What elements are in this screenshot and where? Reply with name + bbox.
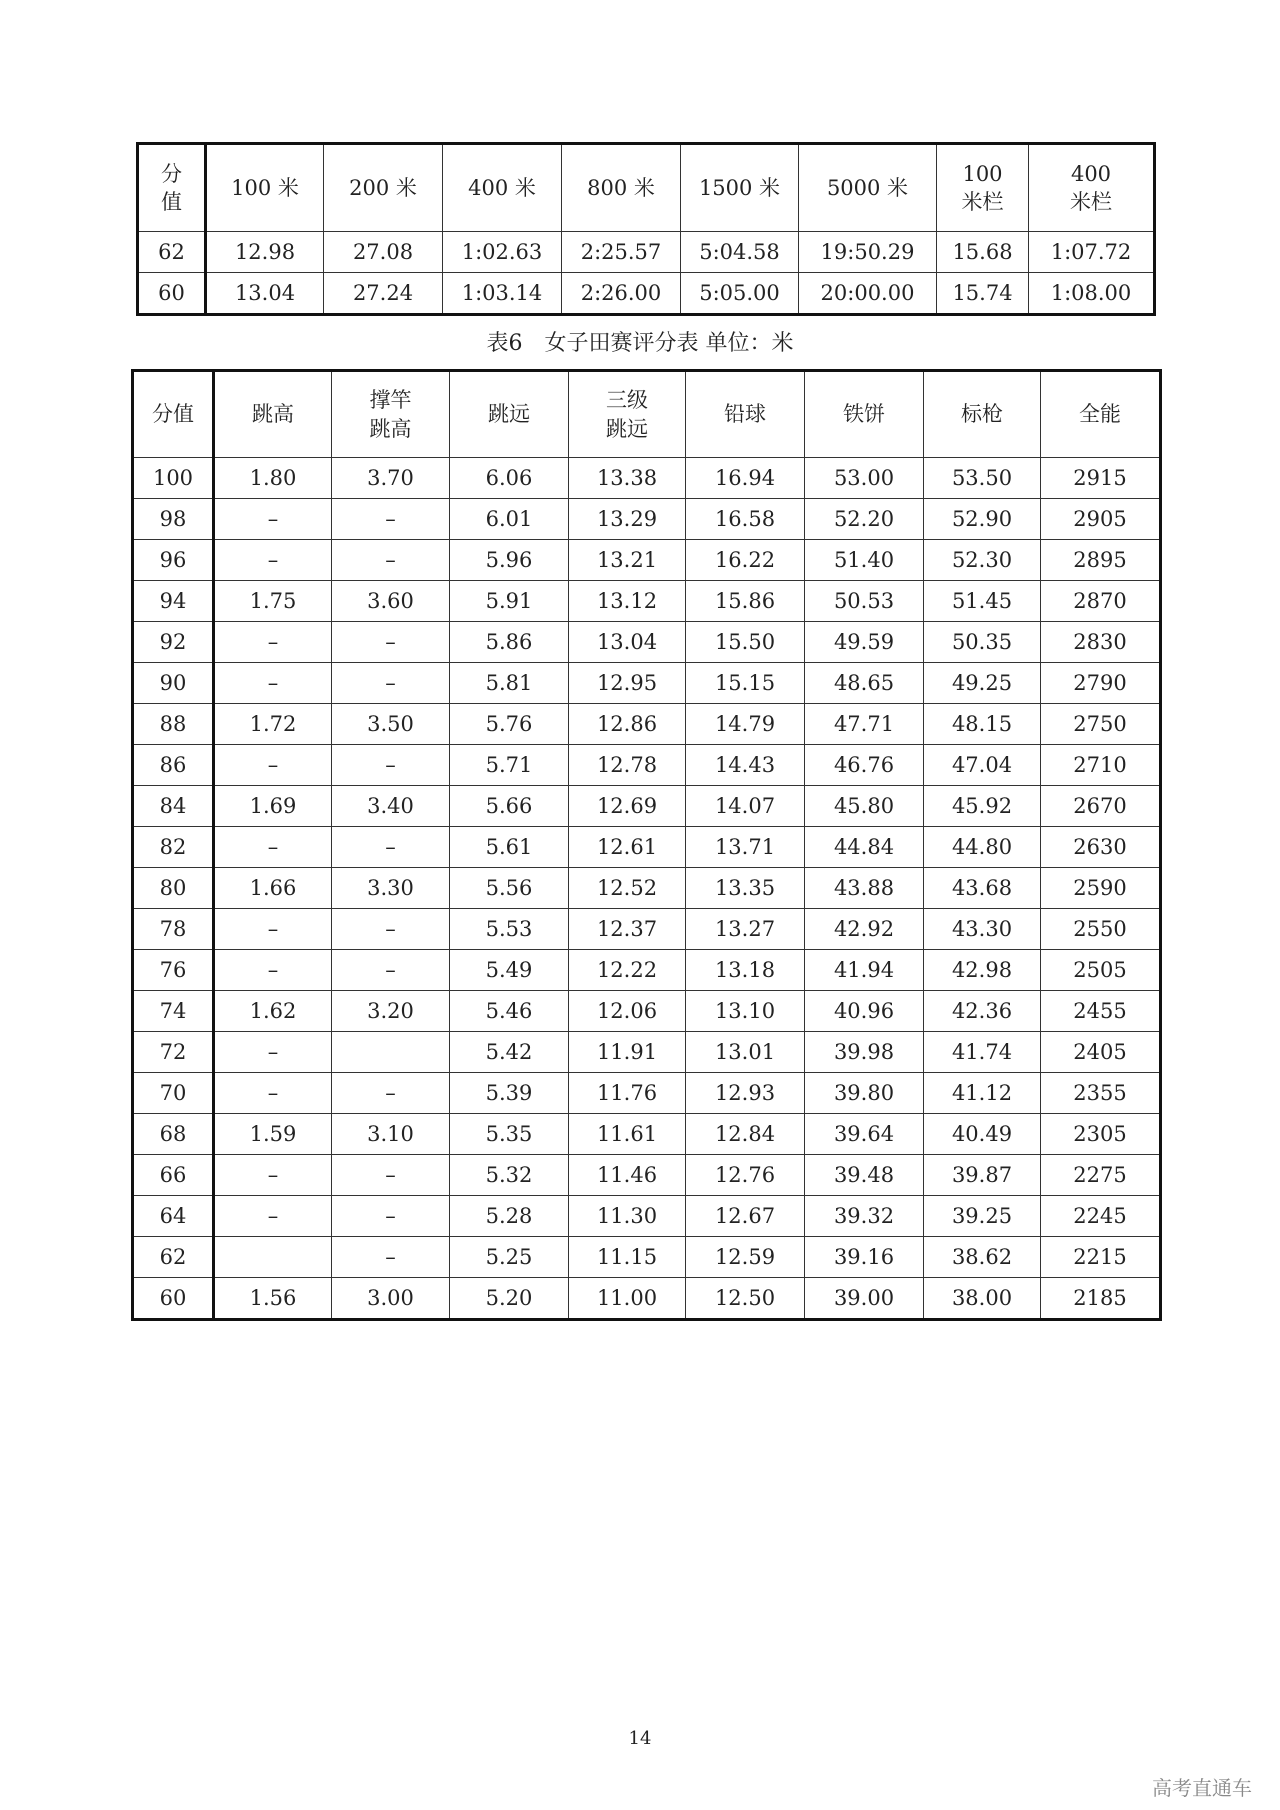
table-row <box>133 1155 1161 1196</box>
value-cell: 2405 <box>1041 1032 1161 1073</box>
value-cell: 40.49 <box>924 1114 1041 1155</box>
score-cell: 72 <box>133 1032 214 1073</box>
table-row <box>133 909 1161 950</box>
value-cell: 3.40 <box>332 786 450 827</box>
value-cell: 13.04 <box>569 622 686 663</box>
women-field-score-table <box>131 369 1162 1321</box>
value-cell: 2245 <box>1041 1196 1161 1237</box>
table-row <box>133 745 1161 786</box>
value-cell: 1.69 <box>214 786 332 827</box>
score-cell: 100 <box>133 458 214 499</box>
value-cell: 2215 <box>1041 1237 1161 1278</box>
value-cell: 42.36 <box>924 991 1041 1032</box>
table-row <box>133 458 1161 499</box>
score-cell: 88 <box>133 704 214 745</box>
column-header: 标枪 <box>924 371 1041 458</box>
value-cell: 5.71 <box>450 745 569 786</box>
value-cell: 39.87 <box>924 1155 1041 1196</box>
value-cell: 2830 <box>1041 622 1161 663</box>
value-cell: 2710 <box>1041 745 1161 786</box>
value-cell: 5.46 <box>450 991 569 1032</box>
value-cell: 2305 <box>1041 1114 1161 1155</box>
value-cell: 5:05.00 <box>681 273 799 315</box>
value-cell <box>332 1032 450 1073</box>
value-cell: 12.95 <box>569 663 686 704</box>
value-cell: 39.32 <box>805 1196 924 1237</box>
value-cell: 5.76 <box>450 704 569 745</box>
table-row <box>133 622 1161 663</box>
value-cell: 19:50.29 <box>799 232 937 273</box>
score-cell: 84 <box>133 786 214 827</box>
column-header: 200 米 <box>324 144 443 232</box>
score-cell: 94 <box>133 581 214 622</box>
table-row <box>133 1196 1161 1237</box>
value-cell: 43.30 <box>924 909 1041 950</box>
value-cell: 1.72 <box>214 704 332 745</box>
value-cell: 5.96 <box>450 540 569 581</box>
value-cell: 38.00 <box>924 1278 1041 1320</box>
value-cell: 51.40 <box>805 540 924 581</box>
table-row <box>133 868 1161 909</box>
value-cell: 2505 <box>1041 950 1161 991</box>
value-cell: 11.00 <box>569 1278 686 1320</box>
column-header: 400 米 <box>443 144 562 232</box>
column-header: 跳高 <box>214 371 332 458</box>
page-number: 14 <box>628 1728 652 1749</box>
column-header: 铁饼 <box>805 371 924 458</box>
value-cell: 2590 <box>1041 868 1161 909</box>
table-row <box>133 786 1161 827</box>
value-cell: 41.12 <box>924 1073 1041 1114</box>
value-cell: 53.00 <box>805 458 924 499</box>
value-cell: 2790 <box>1041 663 1161 704</box>
value-cell: 13.21 <box>569 540 686 581</box>
value-cell: 2670 <box>1041 786 1161 827</box>
value-cell: – <box>214 499 332 540</box>
value-cell: 42.92 <box>805 909 924 950</box>
table-row <box>133 1032 1161 1073</box>
table-row <box>133 499 1161 540</box>
value-cell: – <box>332 909 450 950</box>
score-cell: 70 <box>133 1073 214 1114</box>
value-cell: 12.84 <box>686 1114 805 1155</box>
value-cell: 5.39 <box>450 1073 569 1114</box>
score-cell: 74 <box>133 991 214 1032</box>
value-cell: 41.74 <box>924 1032 1041 1073</box>
value-cell: 2:26.00 <box>562 273 681 315</box>
value-cell: 12.76 <box>686 1155 805 1196</box>
table-row <box>133 540 1161 581</box>
value-cell: 1:07.72 <box>1029 232 1155 273</box>
value-cell: 39.00 <box>805 1278 924 1320</box>
score-cell: 78 <box>133 909 214 950</box>
value-cell: 1.59 <box>214 1114 332 1155</box>
value-cell: – <box>214 1155 332 1196</box>
value-cell: 20:00.00 <box>799 273 937 315</box>
value-cell: 6.01 <box>450 499 569 540</box>
column-header: 100 米栏 <box>937 144 1029 232</box>
table-row <box>133 1114 1161 1155</box>
value-cell: 39.25 <box>924 1196 1041 1237</box>
header-row <box>138 144 1155 232</box>
value-cell: 14.43 <box>686 745 805 786</box>
value-cell: 48.65 <box>805 663 924 704</box>
value-cell: 13.71 <box>686 827 805 868</box>
value-cell: 16.94 <box>686 458 805 499</box>
score-cell: 98 <box>133 499 214 540</box>
value-cell: 12.52 <box>569 868 686 909</box>
column-header: 100 米 <box>206 144 324 232</box>
value-cell: – <box>214 540 332 581</box>
table-caption: 表6 女子田赛评分表 单位：米 <box>486 331 794 356</box>
column-header: 1500 米 <box>681 144 799 232</box>
table-row <box>138 273 1155 315</box>
value-cell: 13.38 <box>569 458 686 499</box>
score-cell: 86 <box>133 745 214 786</box>
value-cell: 12.22 <box>569 950 686 991</box>
value-cell: 3.70 <box>332 458 450 499</box>
value-cell: 52.90 <box>924 499 1041 540</box>
score-cell: 68 <box>133 1114 214 1155</box>
value-cell: 46.76 <box>805 745 924 786</box>
value-cell: – <box>214 745 332 786</box>
value-cell: 11.30 <box>569 1196 686 1237</box>
value-cell: 43.68 <box>924 868 1041 909</box>
value-cell: – <box>332 950 450 991</box>
value-cell: – <box>332 1155 450 1196</box>
column-header: 铅球 <box>686 371 805 458</box>
value-cell: 5.56 <box>450 868 569 909</box>
value-cell: 39.64 <box>805 1114 924 1155</box>
header-row <box>133 371 1161 458</box>
value-cell: 3.50 <box>332 704 450 745</box>
value-cell: 52.30 <box>924 540 1041 581</box>
value-cell: 6.06 <box>450 458 569 499</box>
value-cell: 12.69 <box>569 786 686 827</box>
value-cell: 43.88 <box>805 868 924 909</box>
value-cell: 13.29 <box>569 499 686 540</box>
value-cell: 14.79 <box>686 704 805 745</box>
score-cell: 60 <box>133 1278 214 1320</box>
value-cell: – <box>214 950 332 991</box>
column-header: 5000 米 <box>799 144 937 232</box>
column-header: 分 值 <box>138 144 206 232</box>
value-cell: 5.53 <box>450 909 569 950</box>
value-cell: 45.92 <box>924 786 1041 827</box>
value-cell: – <box>214 622 332 663</box>
value-cell: 12.93 <box>686 1073 805 1114</box>
value-cell: 2355 <box>1041 1073 1161 1114</box>
score-cell: 80 <box>133 868 214 909</box>
value-cell: 13.12 <box>569 581 686 622</box>
value-cell: 12.59 <box>686 1237 805 1278</box>
value-cell: 11.61 <box>569 1114 686 1155</box>
score-cell: 76 <box>133 950 214 991</box>
value-cell: – <box>332 499 450 540</box>
value-cell: 15.86 <box>686 581 805 622</box>
value-cell: 2455 <box>1041 991 1161 1032</box>
value-cell: 5.61 <box>450 827 569 868</box>
value-cell: 39.98 <box>805 1032 924 1073</box>
score-cell: 64 <box>133 1196 214 1237</box>
value-cell: – <box>332 1237 450 1278</box>
score-cell: 60 <box>138 273 206 315</box>
value-cell: 1:02.63 <box>443 232 562 273</box>
value-cell: – <box>214 827 332 868</box>
value-cell: 2870 <box>1041 581 1161 622</box>
column-header: 分值 <box>133 371 214 458</box>
value-cell: – <box>214 909 332 950</box>
value-cell: 13.18 <box>686 950 805 991</box>
value-cell: 5.32 <box>450 1155 569 1196</box>
score-cell: 92 <box>133 622 214 663</box>
value-cell: 12.98 <box>206 232 324 273</box>
value-cell: 49.59 <box>805 622 924 663</box>
score-cell: 96 <box>133 540 214 581</box>
value-cell: 47.71 <box>805 704 924 745</box>
value-cell: 39.48 <box>805 1155 924 1196</box>
value-cell: 12.37 <box>569 909 686 950</box>
value-cell: 16.58 <box>686 499 805 540</box>
value-cell: 11.76 <box>569 1073 686 1114</box>
column-header: 三级 跳远 <box>569 371 686 458</box>
value-cell: 2275 <box>1041 1155 1161 1196</box>
value-cell: 49.25 <box>924 663 1041 704</box>
value-cell: 5:04.58 <box>681 232 799 273</box>
value-cell: 39.80 <box>805 1073 924 1114</box>
value-cell: 11.46 <box>569 1155 686 1196</box>
value-cell: 15.15 <box>686 663 805 704</box>
value-cell: – <box>332 622 450 663</box>
value-cell: – <box>214 1196 332 1237</box>
value-cell: 27.24 <box>324 273 443 315</box>
value-cell: – <box>332 1073 450 1114</box>
value-cell: 39.16 <box>805 1237 924 1278</box>
value-cell: 1:03.14 <box>443 273 562 315</box>
value-cell: 3.60 <box>332 581 450 622</box>
value-cell: – <box>332 1196 450 1237</box>
value-cell: 1.66 <box>214 868 332 909</box>
value-cell: 3.10 <box>332 1114 450 1155</box>
value-cell: 12.61 <box>569 827 686 868</box>
value-cell: 45.80 <box>805 786 924 827</box>
value-cell: 2895 <box>1041 540 1161 581</box>
value-cell: 5.86 <box>450 622 569 663</box>
value-cell: 50.35 <box>924 622 1041 663</box>
value-cell: 5.42 <box>450 1032 569 1073</box>
value-cell: 42.98 <box>924 950 1041 991</box>
value-cell <box>214 1237 332 1278</box>
value-cell: – <box>214 1032 332 1073</box>
value-cell: 1.75 <box>214 581 332 622</box>
value-cell: 47.04 <box>924 745 1041 786</box>
value-cell: 12.86 <box>569 704 686 745</box>
value-cell: 12.67 <box>686 1196 805 1237</box>
value-cell: 1.56 <box>214 1278 332 1320</box>
value-cell: – <box>332 663 450 704</box>
value-cell: 5.35 <box>450 1114 569 1155</box>
value-cell: 12.06 <box>569 991 686 1032</box>
value-cell: 15.74 <box>937 273 1029 315</box>
value-cell: 2750 <box>1041 704 1161 745</box>
value-cell: – <box>332 745 450 786</box>
table-row <box>133 581 1161 622</box>
track-score-table-continued <box>136 142 1156 316</box>
value-cell: 44.84 <box>805 827 924 868</box>
value-cell: 15.50 <box>686 622 805 663</box>
value-cell: 5.91 <box>450 581 569 622</box>
value-cell: 13.01 <box>686 1032 805 1073</box>
value-cell: 12.78 <box>569 745 686 786</box>
column-header: 800 米 <box>562 144 681 232</box>
value-cell: 5.28 <box>450 1196 569 1237</box>
column-header: 400 米栏 <box>1029 144 1155 232</box>
value-cell: 38.62 <box>924 1237 1041 1278</box>
value-cell: 3.00 <box>332 1278 450 1320</box>
value-cell: 5.66 <box>450 786 569 827</box>
table-row <box>133 704 1161 745</box>
value-cell: 5.25 <box>450 1237 569 1278</box>
table-row <box>138 232 1155 273</box>
value-cell: 2550 <box>1041 909 1161 950</box>
value-cell: 1:08.00 <box>1029 273 1155 315</box>
value-cell: 27.08 <box>324 232 443 273</box>
value-cell: 13.10 <box>686 991 805 1032</box>
table-row <box>133 1237 1161 1278</box>
value-cell: – <box>214 663 332 704</box>
value-cell: 48.15 <box>924 704 1041 745</box>
value-cell: 12.50 <box>686 1278 805 1320</box>
table-row <box>133 991 1161 1032</box>
value-cell: 5.20 <box>450 1278 569 1320</box>
value-cell: 2905 <box>1041 499 1161 540</box>
value-cell: 1.62 <box>214 991 332 1032</box>
table-row <box>133 1073 1161 1114</box>
value-cell: 3.20 <box>332 991 450 1032</box>
column-header: 全能 <box>1041 371 1161 458</box>
value-cell: 2:25.57 <box>562 232 681 273</box>
value-cell: 13.27 <box>686 909 805 950</box>
table-row <box>133 827 1161 868</box>
value-cell: 3.30 <box>332 868 450 909</box>
value-cell: 40.96 <box>805 991 924 1032</box>
value-cell: 51.45 <box>924 581 1041 622</box>
value-cell: 14.07 <box>686 786 805 827</box>
value-cell: 44.80 <box>924 827 1041 868</box>
score-cell: 66 <box>133 1155 214 1196</box>
table-row <box>133 1278 1161 1320</box>
value-cell: 11.91 <box>569 1032 686 1073</box>
value-cell: – <box>332 540 450 581</box>
score-cell: 62 <box>133 1237 214 1278</box>
value-cell: 5.49 <box>450 950 569 991</box>
score-cell: 62 <box>138 232 206 273</box>
watermark: 高考直通车 <box>1152 1776 1252 1800</box>
score-cell: 82 <box>133 827 214 868</box>
column-header: 跳远 <box>450 371 569 458</box>
score-cell: 90 <box>133 663 214 704</box>
value-cell: 13.35 <box>686 868 805 909</box>
value-cell: 13.04 <box>206 273 324 315</box>
value-cell: – <box>332 827 450 868</box>
value-cell: 2915 <box>1041 458 1161 499</box>
value-cell: 53.50 <box>924 458 1041 499</box>
value-cell: 2630 <box>1041 827 1161 868</box>
value-cell: 41.94 <box>805 950 924 991</box>
value-cell: 50.53 <box>805 581 924 622</box>
table-row <box>133 950 1161 991</box>
table-row <box>133 663 1161 704</box>
value-cell: 2185 <box>1041 1278 1161 1320</box>
column-header: 撑竿 跳高 <box>332 371 450 458</box>
value-cell: 15.68 <box>937 232 1029 273</box>
value-cell: 52.20 <box>805 499 924 540</box>
value-cell: – <box>214 1073 332 1114</box>
value-cell: 11.15 <box>569 1237 686 1278</box>
value-cell: 16.22 <box>686 540 805 581</box>
value-cell: 1.80 <box>214 458 332 499</box>
value-cell: 5.81 <box>450 663 569 704</box>
